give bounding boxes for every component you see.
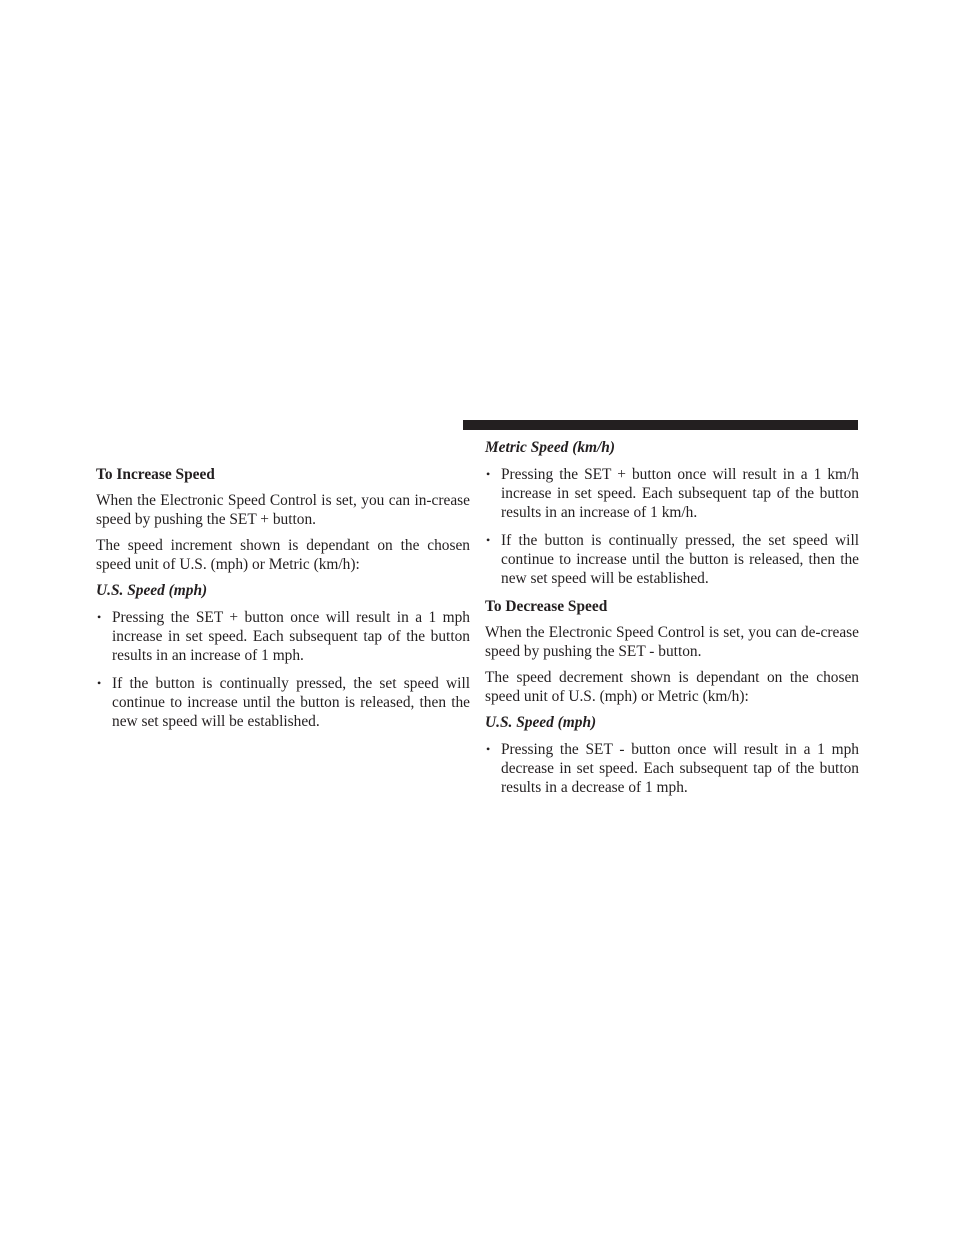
- right-column: [485, 438, 859, 806]
- bullet-icon: •: [97, 610, 102, 624]
- decrease-speed-paragraph-2: The speed decrement shown is dependant on the chosen speed unit of U.S. (mph) or Metric (km/h):: [485, 669, 859, 705]
- bullet-icon: •: [486, 742, 491, 756]
- us-speed-subheading: U.S. Speed (mph): [96, 582, 208, 599]
- increase-speed-heading: To Increase Speed: [96, 466, 215, 483]
- left-column: [96, 465, 470, 740]
- section-divider-bar: [463, 420, 858, 430]
- list-item-text: Pressing the SET + button once will result in a 1 mph increase in set speed. Each subsequent tap of the button results in an increase of 1 mph.: [112, 609, 470, 664]
- metric-speed-increase-list: [485, 465, 859, 588]
- increase-speed-paragraph-1: When the Electronic Speed Control is set, you can in-crease speed by pushing the SET + button.: [96, 492, 470, 528]
- decrease-speed-heading: To Decrease Speed: [485, 598, 608, 615]
- list-item: [485, 740, 859, 797]
- us-speed-subheading: U.S. Speed (mph): [485, 714, 597, 731]
- list-item-text: If the button is continually pressed, the set speed will continue to increase until the button is released, then the new set speed will be established.: [501, 532, 859, 587]
- bullet-icon: •: [486, 467, 491, 481]
- list-item-text: If the button is continually pressed, the set speed will continue to increase until the button is released, then the new set speed will be established.: [112, 675, 470, 730]
- list-item: [485, 531, 859, 588]
- list-item: [96, 608, 470, 665]
- bullet-icon: •: [486, 533, 491, 547]
- decrease-speed-paragraph-1: When the Electronic Speed Control is set, you can de-crease speed by pushing the SET - button.: [485, 624, 859, 660]
- metric-speed-subheading: Metric Speed (km/h): [485, 439, 615, 456]
- list-item-text: Pressing the SET - button once will result in a 1 mph decrease in set speed. Each subsequent tap of the button results in a decrease of 1 mph.: [501, 741, 859, 796]
- us-speed-increase-list: [96, 608, 470, 731]
- list-item-text: Pressing the SET + button once will result in a 1 km/h increase in set speed. Each subsequent tap of the button results in an increase of 1 km/h.: [501, 466, 859, 521]
- increase-speed-paragraph-2: The speed increment shown is dependant on the chosen speed unit of U.S. (mph) or Metric (km/h):: [96, 537, 470, 573]
- us-speed-decrease-list: [485, 740, 859, 797]
- list-item: [485, 465, 859, 522]
- list-item: [96, 674, 470, 731]
- bullet-icon: •: [97, 676, 102, 690]
